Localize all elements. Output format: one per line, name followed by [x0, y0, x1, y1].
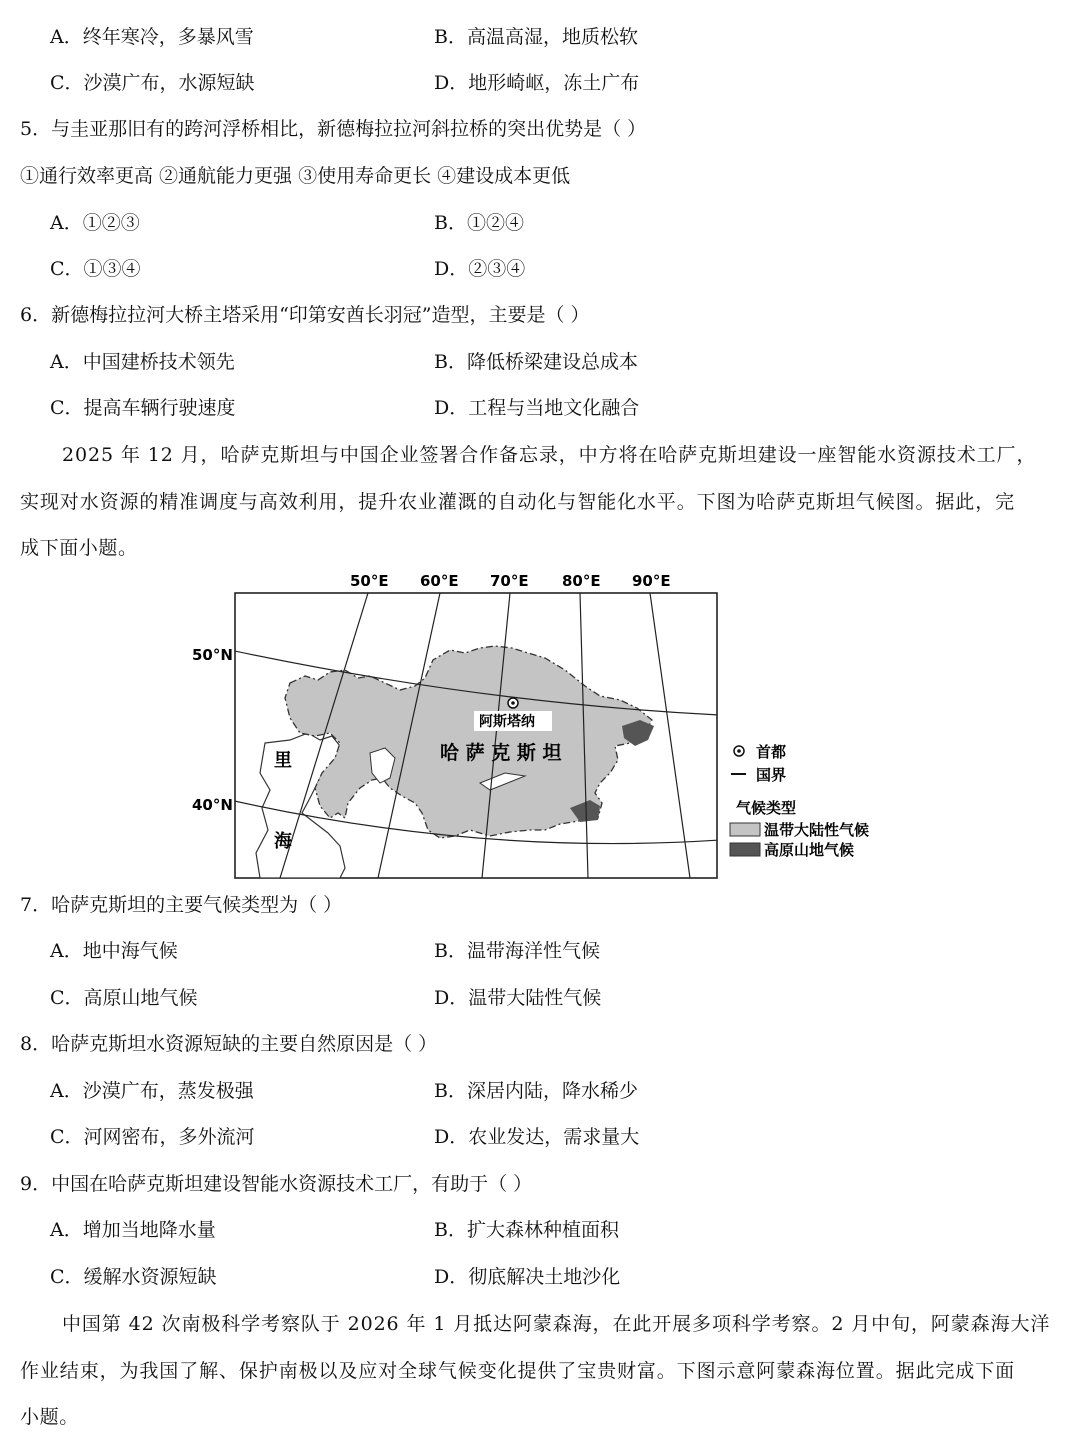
lon-label-60: 60°E [420, 572, 459, 590]
passage2-line3: 小题。 [20, 1406, 79, 1428]
legend-temperate-swatch [730, 823, 760, 836]
legend-temperate-label: 温带大陆性气候 [764, 821, 870, 839]
map-legend [730, 743, 869, 859]
q9-option-d: D．彻底解决土地沙化 [434, 1266, 621, 1288]
q8-option-b: B．深居内陆，降水稀少 [434, 1080, 638, 1102]
capital-label: 阿斯塔纳 [479, 714, 535, 730]
q7-option-d: D．温带大陆性气候 [434, 987, 602, 1009]
lat-label-50: 50°N [192, 646, 233, 664]
lon-label-90: 90°E [632, 572, 671, 590]
legend-capital-label: 首都 [756, 743, 787, 761]
q5-option-b: B．①②④ [434, 212, 524, 234]
q7-option-a: A．地中海气候 [50, 940, 178, 962]
q6-option-a: A．中国建桥技术领先 [50, 351, 235, 373]
q5-option-d: D．②③④ [434, 258, 526, 280]
passage1-line3: 成下面小题。 [20, 537, 138, 559]
q5-stem: 5．与圭亚那旧有的跨河浮桥相比，新德梅拉拉河斜拉桥的突出优势是（ ） [20, 118, 647, 140]
legend-border-label: 国界 [756, 766, 787, 784]
q8-stem: 8．哈萨克斯坦水资源短缺的主要自然原因是（ ） [20, 1033, 438, 1055]
q8-option-a: A．沙漠广布，蒸发极强 [50, 1080, 254, 1102]
q9-option-b: B．扩大森林种植面积 [434, 1219, 619, 1241]
legend-title: 气候类型 [736, 799, 797, 817]
q6-option-c: C．提高车辆行驶速度 [50, 397, 236, 419]
passage2-line1: 中国第 42 次南极科学考察队于 2026 年 1 月抵达阿蒙森海，在此开展多项科学考察。2 月中旬，阿蒙森海大洋 [62, 1313, 1051, 1335]
q4-option-b: B．高温高湿，地质松软 [434, 26, 638, 48]
lat-label-40: 40°N [192, 796, 233, 814]
q7-option-c: C．高原山地气候 [50, 987, 198, 1009]
q6-option-b: B．降低桥梁建设总成本 [434, 351, 638, 373]
passage2-line2: 作业结束，为我国了解、保护南极以及应对全球气候变化提供了宝贵财富。下图示意阿蒙森海位置。据此完成下面 [20, 1360, 1016, 1382]
legend-highland-swatch [730, 843, 760, 856]
q4-option-d: D．地形崎岖，冻土广布 [434, 72, 640, 94]
lon-label-70: 70°E [490, 572, 529, 590]
q4-option-a: A．终年寒冷，多暴风雪 [50, 26, 254, 48]
q5-statements: ①通行效率更高 ②通航能力更强 ③使用寿命更长 ④建设成本更低 [20, 165, 571, 187]
kazakhstan-climate-map [190, 568, 910, 883]
q9-stem: 9．中国在哈萨克斯坦建设智能水资源技术工厂，有助于（ ） [20, 1173, 533, 1195]
q7-stem: 7．哈萨克斯坦的主要气候类型为（ ） [20, 894, 343, 916]
lon-label-50: 50°E [350, 572, 389, 590]
q4-option-c: C．沙漠广布，水源短缺 [50, 72, 255, 94]
passage1-line2: 实现对水资源的精准调度与高效利用，提升农业灌溉的自动化与智能化水平。下图为哈萨克斯坦气候图。据此，完 [20, 491, 1016, 513]
q9-option-c: C．缓解水资源短缺 [50, 1266, 217, 1288]
passage1-line1: 2025 年 12 月，哈萨克斯坦与中国企业签署合作备忘录，中方将在哈萨克斯坦建设一座智能水资源技术工厂， [62, 444, 1037, 466]
legend-capital-icon-dot [737, 749, 741, 753]
sea-label-1: 里 [274, 750, 292, 771]
q9-option-a: A．增加当地降水量 [50, 1219, 216, 1241]
capital-marker-dot [511, 701, 515, 705]
q5-option-a: A．①②③ [50, 212, 140, 234]
sea-label-2: 海 [274, 831, 292, 852]
legend-highland-label: 高原山地气候 [764, 841, 855, 859]
lon-label-80: 80°E [562, 572, 601, 590]
q5-option-c: C．①③④ [50, 258, 141, 280]
q8-option-c: C．河网密布，多外流河 [50, 1126, 255, 1148]
country-label: 哈 萨 克 斯 坦 [440, 742, 562, 764]
q6-option-d: D．工程与当地文化融合 [434, 397, 640, 419]
q8-option-d: D．农业发达，需求量大 [434, 1126, 640, 1148]
q6-stem: 6．新德梅拉拉河大桥主塔采用“印第安酋长羽冠”造型，主要是（ ） [20, 304, 590, 326]
q7-option-b: B．温带海洋性气候 [434, 940, 600, 962]
